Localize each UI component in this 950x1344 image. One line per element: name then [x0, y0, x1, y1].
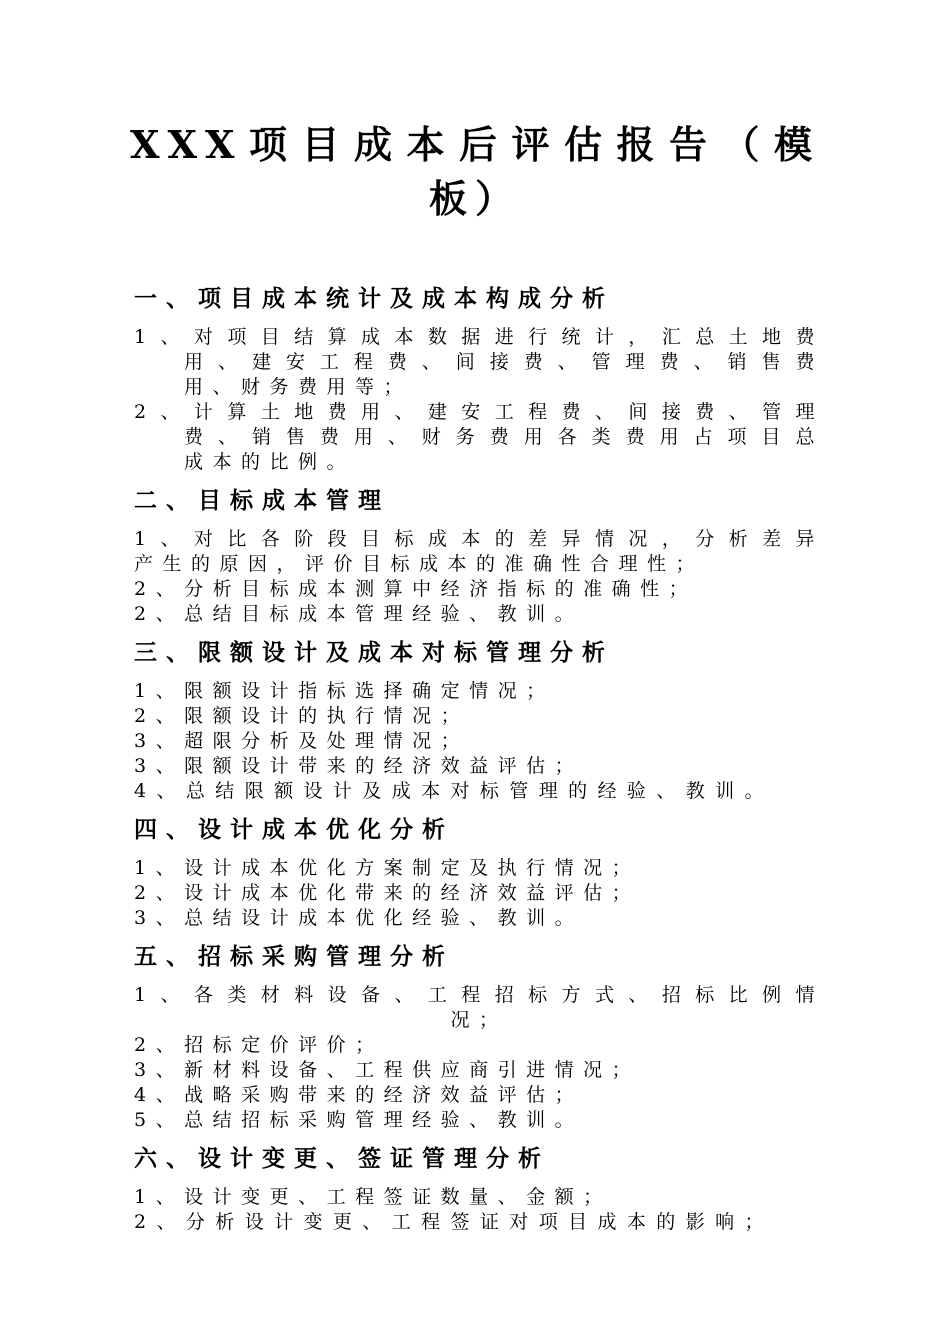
- title-line-1: XXX项目成本后评估报告（模: [130, 122, 820, 167]
- list-item: 2、分析目标成本测算中经济指标的准确性；: [134, 578, 698, 600]
- section-heading: 三、限额设计及成本对标管理分析: [134, 639, 614, 666]
- list-item: 1、各类材料设备、工程招标方式、招标比例情: [134, 984, 824, 1006]
- list-item-cont: 用、财务费用等；: [184, 376, 413, 398]
- list-item: 2、招标定价评价；: [134, 1034, 384, 1056]
- section-3: [134, 637, 824, 804]
- section-6: [134, 1143, 824, 1235]
- list-item: 2、分析设计变更、工程签证对项目成本的影响；: [134, 1211, 774, 1233]
- list-item-cont: 况；: [450, 1009, 508, 1031]
- list-item: 1、对项目结算成本数据进行统计，汇总土地费: [134, 326, 824, 348]
- list-item: 1、设计成本优化方案制定及执行情况；: [134, 857, 641, 879]
- list-item: 2、设计成本优化带来的经济效益评估；: [134, 882, 641, 904]
- title-line-2: 板）: [428, 176, 521, 221]
- section-2: [134, 485, 824, 627]
- section-heading: 一、项目成本统计及成本构成分析: [134, 285, 614, 312]
- list-item-cont: 费、销售费用、财务费用各类费用占项目总: [184, 426, 824, 448]
- list-item: 4、战略采购带来的经济效益评估；: [134, 1084, 584, 1106]
- section-heading: 二、目标成本管理: [134, 487, 390, 514]
- document-title: [130, 118, 820, 226]
- section-heading: 五、招标采购管理分析: [134, 943, 454, 970]
- section-heading: 四、设计成本优化分析: [134, 816, 454, 843]
- list-item: 5、总结招标采购管理经验、教训。: [134, 1109, 584, 1131]
- list-item: 3、新材料设备、工程供应商引进情况；: [134, 1059, 641, 1081]
- list-item-cont: 成本的比例。: [184, 451, 356, 473]
- document-body: [134, 283, 824, 1235]
- section-1: [134, 283, 824, 475]
- list-item: 3、限额设计带来的经济效益评估；: [134, 755, 584, 777]
- list-item: 1、限额设计指标选择确定情况；: [134, 680, 555, 702]
- list-item: 2、计算土地费用、建安工程费、间接费、管理: [134, 401, 824, 423]
- list-item: 2、限额设计的执行情况；: [134, 705, 470, 727]
- section-4: [134, 814, 824, 931]
- list-item-cont: 用、建安工程费、间接费、管理费、销售费: [184, 351, 824, 373]
- list-item: 3、总结设计成本优化经验、教训。: [134, 907, 584, 929]
- list-item: 2、总结目标成本管理经验、教训。: [134, 603, 584, 625]
- list-item: 1、设计变更、工程签证数量、金额；: [134, 1186, 612, 1208]
- section-heading: 六、设计变更、签证管理分析: [134, 1145, 550, 1172]
- list-item: 4、总结限额设计及成本对标管理的经验、教训。: [134, 780, 774, 802]
- list-item: 3、超限分析及处理情况；: [134, 730, 470, 752]
- list-item: 1、对比各阶段目标成本的差异情况，分析差异: [134, 528, 824, 550]
- list-item-cont: 产生的原因，评价目标成本的准确性合理性；: [134, 553, 705, 575]
- section-5: [134, 941, 824, 1133]
